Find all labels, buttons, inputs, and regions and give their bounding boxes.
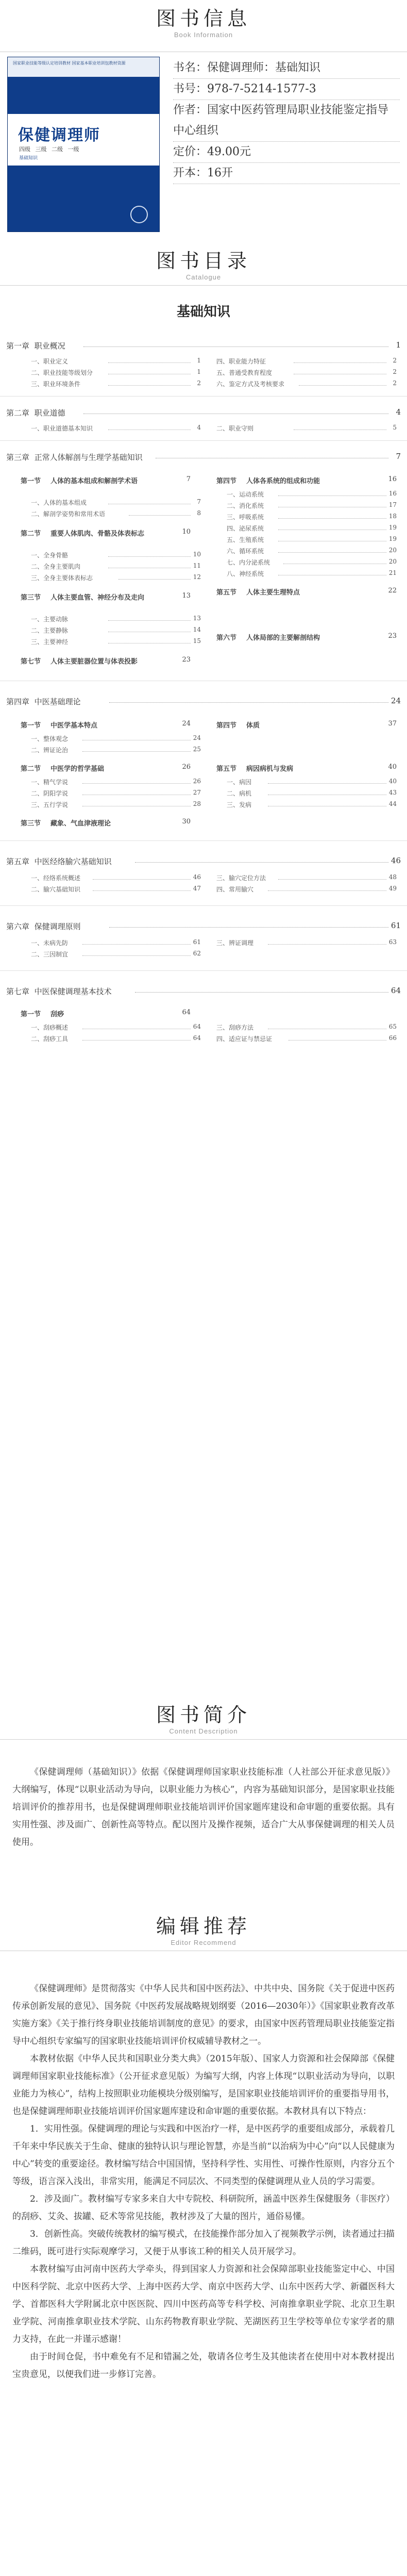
toc-item: 五、生殖系统 19 bbox=[227, 535, 397, 543]
toc-item: 四、适应证与禁忌证 66 bbox=[216, 1034, 397, 1043]
toc-item: 二、三因制宜 62 bbox=[31, 950, 201, 958]
toc-item: 二、刮痧工具 64 bbox=[31, 1034, 201, 1043]
toc-item: 二、全身主要肌肉 11 bbox=[31, 562, 201, 570]
toc-section: 第七节 人体主要脏器位置与体表投影 23 bbox=[21, 656, 191, 666]
book-info-section bbox=[0, 0, 407, 237]
toc-item: 二、主要静脉 14 bbox=[31, 626, 201, 634]
recommend-paragraph: 本教材依据《中华人民共和国职业分类大典》（2015年版）、国家人力资源和社会保障部《保健调理师国家职业技能标准》（公开征求意见版）为编写大纲，内容上体现“以职业活动为导向，以职业能力为核心”，结构上按照职业功能模块分级别编写，是国家职业技能培训评价的重要指导用书，也是保健调理师职业技能培训评价国家题库建设和命审题的重要依据。本教材具有以下特点： bbox=[12, 2054, 395, 2117]
toc-item: 二、解剖学姿势和常用术语 8 bbox=[31, 509, 201, 518]
field-author: 作者：国家中医药管理局职业技能鉴定指导中心组织 bbox=[173, 100, 400, 142]
toc-item: 一、主要动脉 13 bbox=[31, 615, 201, 623]
intro-text-block bbox=[12, 1763, 395, 1851]
toc-chapter: 第一章 职业概况 1 bbox=[6, 340, 401, 351]
toc-item: 六、鉴定方式及考核要求 2 bbox=[216, 379, 397, 388]
toc-section: 第一节 人体的基本组成和解剖学术语 7 bbox=[21, 475, 191, 485]
field-price: 定价：49.00元 bbox=[173, 142, 400, 163]
toc-item: 七、内分泌系统 20 bbox=[227, 558, 397, 566]
toc-section: 第五节 病因病机与发病 40 bbox=[216, 763, 397, 773]
toc-chapter: 第五章 中医经络腧穴基础知识 46 bbox=[6, 856, 401, 866]
recommend-section bbox=[0, 1908, 407, 1951]
toc-item: 八、神经系统 21 bbox=[227, 569, 397, 577]
toc-section: 第一节 中医学基本特点 24 bbox=[21, 720, 191, 730]
toc-section: 第四节 体质 37 bbox=[216, 720, 397, 730]
recommend-paragraph: 《保健调理师》是贯彻落实《中华人民共和国中医药法》、中共中央、国务院《关于促进中医药传承创新发展的意见》、国务院《中医药发展战略规划纲要（2016—2030年）》《国家职业教育改革实施方案》《关于推行终身职业技能培训制度的意见》的要求，由国家中医药管理局职业技能鉴定指导中心组织专家编写的国家职业技能培训评价权威辅导教材之一。 bbox=[12, 1984, 395, 2046]
recommend-paragraph: 由于时间仓促，书中难免有不足和错漏之处，敬请各位考生及其他读者在使用中对本教材提出宝贵意见，以便我们进一步修订完善。 bbox=[12, 2352, 395, 2380]
toc-item: 一、全身骨骼 10 bbox=[31, 551, 201, 559]
toc-item: 一、精气学说 26 bbox=[31, 778, 201, 786]
toc-chapter: 第二章 职业道德 4 bbox=[6, 407, 401, 418]
toc-item: 一、职业定义 1 bbox=[31, 357, 201, 365]
toc-section: 第二节 重要人体肌肉、骨骼及体表标志 10 bbox=[21, 528, 191, 538]
recommend-paragraph: 本教材编写由河南中医药大学牵头，得到国家人力资源和社会保障部职业技能鉴定中心、中国中医科学院、北京中医药大学、上海中医药大学、南京中医药大学、山东中医药大学、新疆医科大学、首都医科大学附属北京中医医院、四川中医药高等专科学校、河南推拿职业学院、北京卫生职业学院、河南推拿职业技术学院、山东药物教育职业学院、芜湖医药卫生学校等单位专家学者的鼎力支持，在此一并谨示感谢！ bbox=[12, 2264, 395, 2344]
publisher-logo-icon bbox=[130, 206, 148, 223]
toc-title: 基础知识 bbox=[176, 304, 230, 320]
toc-item: 三、全身主要体表标志 12 bbox=[31, 573, 201, 582]
toc-item: 二、腧穴基础知识 47 bbox=[31, 885, 201, 893]
recommend-text-block bbox=[12, 1980, 395, 2383]
toc-item: 四、泌尿系统 19 bbox=[227, 524, 397, 532]
book-info-heading: 图书信息 bbox=[156, 7, 251, 30]
toc-item: 四、职业能力特征 2 bbox=[216, 357, 397, 365]
toc-item: 三、五行学说 28 bbox=[31, 800, 201, 808]
toc-chapter: 第三章 正常人体解剖与生理学基础知识 7 bbox=[6, 452, 401, 462]
toc-section: 第三节 藏象、气血津液理论 30 bbox=[21, 818, 191, 828]
toc-item: 三、刮痧方法 65 bbox=[216, 1023, 397, 1031]
toc-item: 三、主要神经 15 bbox=[31, 637, 201, 646]
field-format: 开本：16开 bbox=[173, 163, 400, 184]
recommend-paragraph: 1．实用性强。保健调理的理论与实践和中医治疗一样，是中医药学的重要组成部分，承载着几千年来中华民族关于生命、健康的独特认识与理论智慧，亦是当前“以治病为中心”向“以人民健康为中心”转变的重要途径。教材编写结合中国国情，坚持科学性、实用性、可操作性原则，内容分五个等级，语言深入浅出，非常实用，能满足不同层次、不同类型的保健调理从业人员的学习需要。 bbox=[12, 2124, 395, 2187]
book-fields bbox=[173, 58, 400, 184]
catalogue-heading-en: Catalogue bbox=[185, 273, 222, 281]
cover-edition: 基础知识 bbox=[19, 156, 38, 161]
book-info-heading-en: Book Information bbox=[174, 31, 233, 39]
intro-heading-en: Content Description bbox=[169, 1727, 238, 1735]
toc-item: 三、呼吸系统 18 bbox=[227, 513, 397, 521]
cover-levels: 四级 三级 二级 一级 bbox=[19, 146, 79, 153]
cover-title: 保健调理师 bbox=[18, 126, 100, 144]
recommend-heading: 编辑推荐 bbox=[156, 1915, 251, 1938]
toc-section: 第六节 人体局部的主要解剖结构 23 bbox=[216, 632, 397, 642]
toc-item: 六、循环系统 20 bbox=[227, 547, 397, 555]
recommend-heading-en: Editor Recommend bbox=[171, 1939, 236, 1946]
intro-heading: 图书简介 bbox=[156, 1704, 251, 1726]
toc-item: 一、职业道德基本知识 4 bbox=[31, 424, 201, 432]
divider bbox=[0, 285, 407, 286]
toc-section: 第四节 人体各系统的组成和功能 16 bbox=[216, 475, 397, 485]
toc-item: 三、辨证调理 63 bbox=[216, 938, 397, 947]
toc-item: 五、普通受教育程度 2 bbox=[216, 368, 397, 376]
toc-chapter: 第七章 中医保健调理基本技术 64 bbox=[6, 986, 401, 996]
toc-section: 第一节 刮痧 64 bbox=[21, 1009, 191, 1018]
toc-item: 二、辨证论治 25 bbox=[31, 746, 201, 754]
toc-item: 二、消化系统 17 bbox=[227, 501, 397, 509]
field-title: 书名：保健调理师：基础知识 bbox=[173, 58, 400, 79]
field-isbn: 书号：978-7-5214-1577-3 bbox=[173, 79, 400, 100]
toc-item: 一、刮痧概述 64 bbox=[31, 1023, 201, 1031]
toc-item: 三、腧穴定位方法 48 bbox=[216, 873, 397, 882]
toc-item: 一、未病先防 61 bbox=[31, 938, 201, 947]
recommend-paragraph: 3．创新性高。突破传统教材的编写模式，在技能操作部分加入了视频教学示例，读者通过扫描二维码，既可进行实际观摩学习，又便于从事该工种的相关人员开展学习。 bbox=[12, 2229, 395, 2257]
toc-chapter: 第六章 保健调理原则 61 bbox=[6, 921, 401, 931]
book-cover-image bbox=[7, 57, 160, 232]
recommend-paragraph: 2．涉及面广。教材编写专家多来自大中专院校、科研院所，涵盖中医养生保健服务（非医疗）的刮痧、艾灸、拔罐、砭术等常见技能，教材涉及了大量的图片，通俗易懂。 bbox=[12, 2194, 395, 2222]
toc-item: 二、病机 43 bbox=[227, 789, 397, 797]
toc-chapter: 第四章 中医基础理论 24 bbox=[6, 696, 401, 706]
toc-item: 四、常用腧穴 49 bbox=[216, 885, 397, 893]
toc-item: 一、人体的基本组成 7 bbox=[31, 498, 201, 506]
toc-section: 第三节 人体主要血管、神经分布及走向 13 bbox=[21, 592, 191, 602]
divider bbox=[0, 1739, 407, 1740]
toc-item: 二、职业守则 5 bbox=[216, 424, 397, 432]
toc-item: 一、运动系统 16 bbox=[227, 490, 397, 498]
toc-item: 二、职业技能等级划分 1 bbox=[31, 368, 201, 376]
toc-item: 三、发病 44 bbox=[227, 800, 397, 808]
toc-item: 三、职业环境条件 2 bbox=[31, 379, 201, 388]
catalogue-heading: 图书目录 bbox=[156, 250, 251, 272]
cover-top-text: 国家职业技能等级认定培训教材 国家基本职业培训包教材资源 bbox=[8, 57, 159, 77]
toc-section: 第二节 中医学的哲学基础 26 bbox=[21, 763, 191, 773]
intro-paragraph: 《保健调理师（基础知识）》依据《保健调理师国家职业技能标准（人社部公开征求意见版）》大纲编写，体现“以职业活动为导向，以职业能力为核心”，内容为基础知识部分，是国家职业技能培训评价的推荐用书，也是保健调理师职业技能培训评价国家题库建设和命审题的重要依据。具有实用性强、涉及面广、创新性高等特点。配以图片及操作视频，适合广大从事保健调理的相关人员使用。 bbox=[12, 1767, 395, 1847]
toc-item: 一、整体观念 24 bbox=[31, 734, 201, 742]
toc-item: 二、阴阳学说 27 bbox=[31, 789, 201, 797]
catalogue-section bbox=[0, 242, 407, 320]
toc-section: 第五节 人体主要生理特点 22 bbox=[216, 587, 397, 597]
toc-item: 一、病因 40 bbox=[227, 778, 397, 786]
intro-section bbox=[0, 1696, 407, 1740]
toc-item: 一、经络系统概述 46 bbox=[31, 873, 201, 882]
